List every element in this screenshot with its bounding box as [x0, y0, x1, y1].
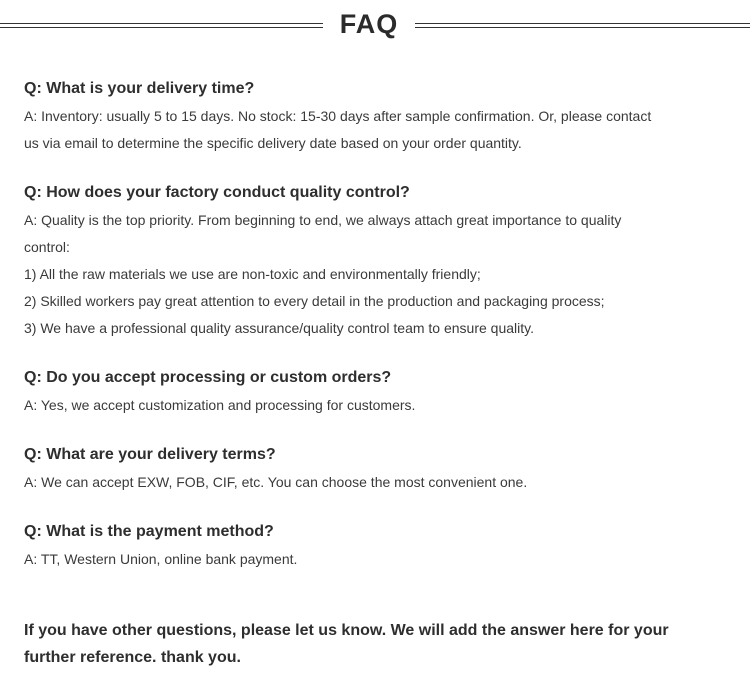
faq-answer-line: A: Quality is the top priority. From beginning to end, we always attach great importance to quality — [24, 212, 622, 228]
faq-item-payment-method — [24, 517, 734, 573]
faq-question: Q: What is your delivery time? — [24, 80, 255, 97]
faq-answer-line: us via email to determine the specific delivery date based on your order quantity. — [24, 135, 522, 151]
faq-question: Q: What are your delivery terms? — [24, 446, 276, 463]
faq-question: Q: How does your factory conduct quality control? — [24, 184, 410, 201]
faq-answer-line: control: — [24, 239, 70, 255]
faq-answer-line: A: Yes, we accept customization and processing for customers. — [24, 397, 416, 413]
faq-question: Q: Do you accept processing or custom orders? — [24, 369, 392, 386]
faq-answer-line: 3) We have a professional quality assurance/quality control team to ensure quality. — [24, 320, 534, 336]
closing-note-line: If you have other questions, please let us know. We will add the answer here for your — [24, 622, 669, 639]
faq-item-delivery-terms — [24, 440, 734, 496]
faq-answer-line: 2) Skilled workers pay great attention to every detail in the production and packaging process; — [24, 293, 605, 309]
closing-note — [24, 617, 734, 671]
faq-item-custom-orders — [24, 363, 734, 419]
faq-item-delivery-time — [24, 74, 734, 157]
faq-answer-line: A: TT, Western Union, online bank payment. — [24, 551, 298, 567]
closing-note-line: further reference. thank you. — [24, 649, 241, 666]
faq-item-quality-control — [24, 178, 734, 342]
faq-answer-line: A: We can accept EXW, FOB, CIF, etc. You can choose the most convenient one. — [24, 474, 528, 490]
faq-header — [0, 0, 750, 52]
header-divider-left — [0, 23, 323, 28]
faq-answer-line: A: Inventory: usually 5 to 15 days. No stock: 15-30 days after sample confirmation. Or, please contact — [24, 108, 652, 124]
faq-answer-line: 1) All the raw materials we use are non-toxic and environmentally friendly; — [24, 266, 481, 282]
header-divider-right — [415, 23, 750, 28]
faq-question: Q: What is the payment method? — [24, 523, 274, 540]
page-title: FAQ — [339, 9, 399, 39]
faq-list — [24, 74, 734, 594]
